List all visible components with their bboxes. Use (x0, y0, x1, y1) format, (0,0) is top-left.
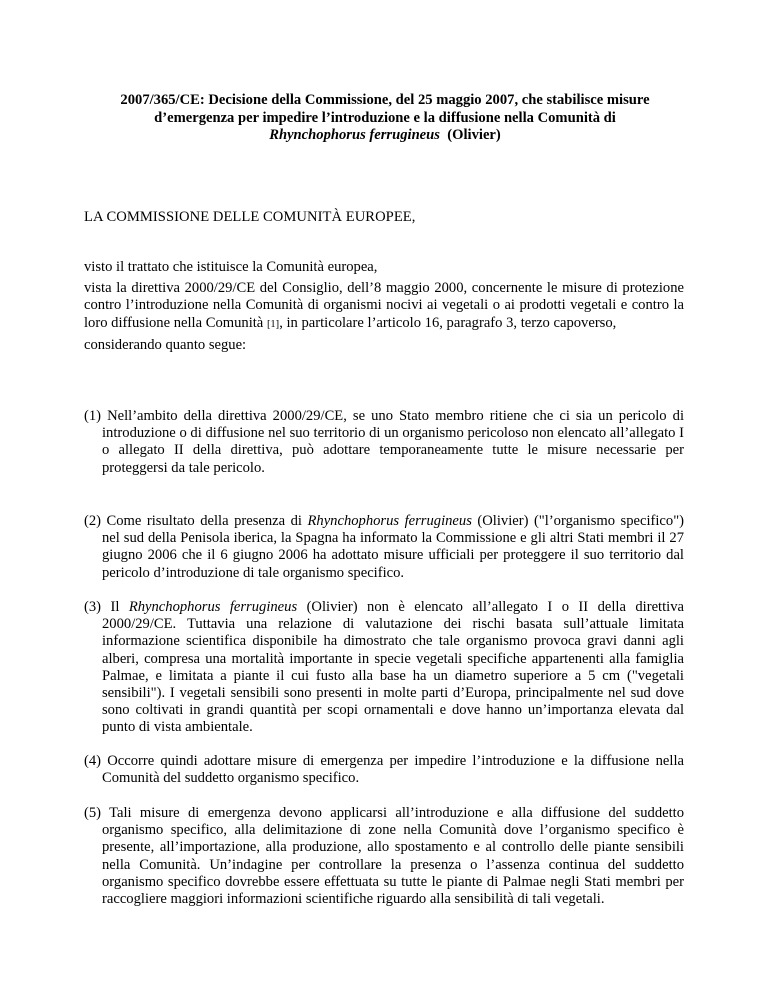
recital-2 (84, 513, 684, 582)
title-line-2: d’emergenza per impedire l’introduzione e la diffusione nella Comunità di (154, 109, 616, 126)
title-line-1: 2007/365/CE: Decisione della Commissione, del 25 maggio 2007, che stabilisce misure (120, 92, 650, 108)
recital-text-cont: (Olivier) non è elencato all’allegato I o II della direttiva 2000/29/CE. Tuttavia una relazione di valutazione dei rischi basata sull’attuale limitata informazione scientifica disponibile ha dimostrato che tale organismo provoca gravi danni agli alberi, compresa una mortalità importante in specie vegetali specifiche appartenenti alla famiglia Palmae, e limitata a piante il cui fusto alla base ha un diametro superiore a 5 cm ("vegetali sensibili"). I vegetali sensibili sono presenti in molte parti d’Europa, principalmente nel sud dove sono coltivati in grandi quantità per scopi ornamentali e dove hanno un’importanza elevata dal punto di vista ambientale. (102, 599, 684, 736)
commission-heading: LA COMMISSIONE DELLE COMUNITÀ EUROPEE, (84, 209, 416, 225)
preamble-whereas: considerando quanto segue: (84, 336, 247, 353)
title-line-3 (70, 127, 700, 145)
recital-text: Come risultato della presenza di (106, 513, 308, 529)
recital-number: (4) (84, 753, 108, 769)
footnote-reference: [1] (266, 318, 280, 330)
recital-1 (84, 408, 684, 477)
recital-number: (5) (84, 805, 110, 821)
title-species: Rhynchophorus ferrugineus (269, 127, 440, 143)
preamble-directive (84, 280, 684, 333)
recital-text: Il (110, 599, 129, 615)
recital-text-cont: (Olivier) ("l’organismo specifico") nel sud della Penisola iberica, la Spagna ha informato la Commissione e gli altri Stati membri il 27 giugno 2006 che il 6 giugno 2006 ha adottato misure ufficiali per proteggere il suo territorio dal pericolo d’introduzione di tale organismo specifico. (102, 513, 685, 581)
recital-3 (84, 599, 684, 737)
recital-species: Rhynchophorus ferrugineus (128, 599, 298, 615)
recital-species: Rhynchophorus ferrugineus (307, 513, 472, 529)
recital-text: Occorre quindi adottare misure di emergenza per impedire l’introduzione e la diffusione nella Comunità del suddetto organismo specifico. (102, 753, 684, 787)
document-title (70, 92, 700, 145)
title-author: (Olivier) (447, 127, 501, 143)
recital-text: Nell’ambito della direttiva 2000/29/CE, se uno Stato membro ritiene che ci sia un pericolo di introduzione o di diffusione nel suo territorio di un organismo pericoloso non elencato all’allegato I o allegato II della direttiva, può adottare temporaneamente tutte le misure necessarie per proteggersi da tale pericolo. (102, 408, 684, 476)
preamble-directive-text-cont: , in particolare l’articolo 16, paragrafo 3, terzo capoverso, (279, 314, 617, 331)
recital-5 (84, 805, 684, 908)
recital-text: Tali misure di emergenza devono applicarsi all’introduzione e alla diffusione del suddetto organismo specifico, alla delimitazione di zone nella Comunità dove l’organismo specifico è presente, all’importazione, alla produzione, allo spostamento e al controllo delle piante sensibili nella Comunità. Un’indagine per controllare la presenza o l’assenza continua del suddetto organismo specifico dovrebbe essere effettuata su tutte le piante di Palmae negli Stati membri per raccogliere maggiori informazioni scientifiche riguardo alla sensibilità di tali vegetali. (102, 805, 685, 908)
recital-number: (2) (84, 513, 107, 529)
recital-4 (84, 753, 684, 787)
recital-number: (1) (84, 408, 108, 424)
preamble (84, 259, 684, 358)
preamble-treaty: visto il trattato che istituisce la Comunità europea, (84, 259, 378, 275)
preamble-directive-text: vista la direttiva 2000/29/CE del Consiglio, dell’8 maggio 2000, concernente le misure di protezione contro l’introduzione nella Comunità di organismi nocivi ai vegetali o ai prodotti vegetali e contro la loro diffusione nella Comunità (84, 280, 684, 331)
recital-number: (3) (84, 599, 111, 615)
